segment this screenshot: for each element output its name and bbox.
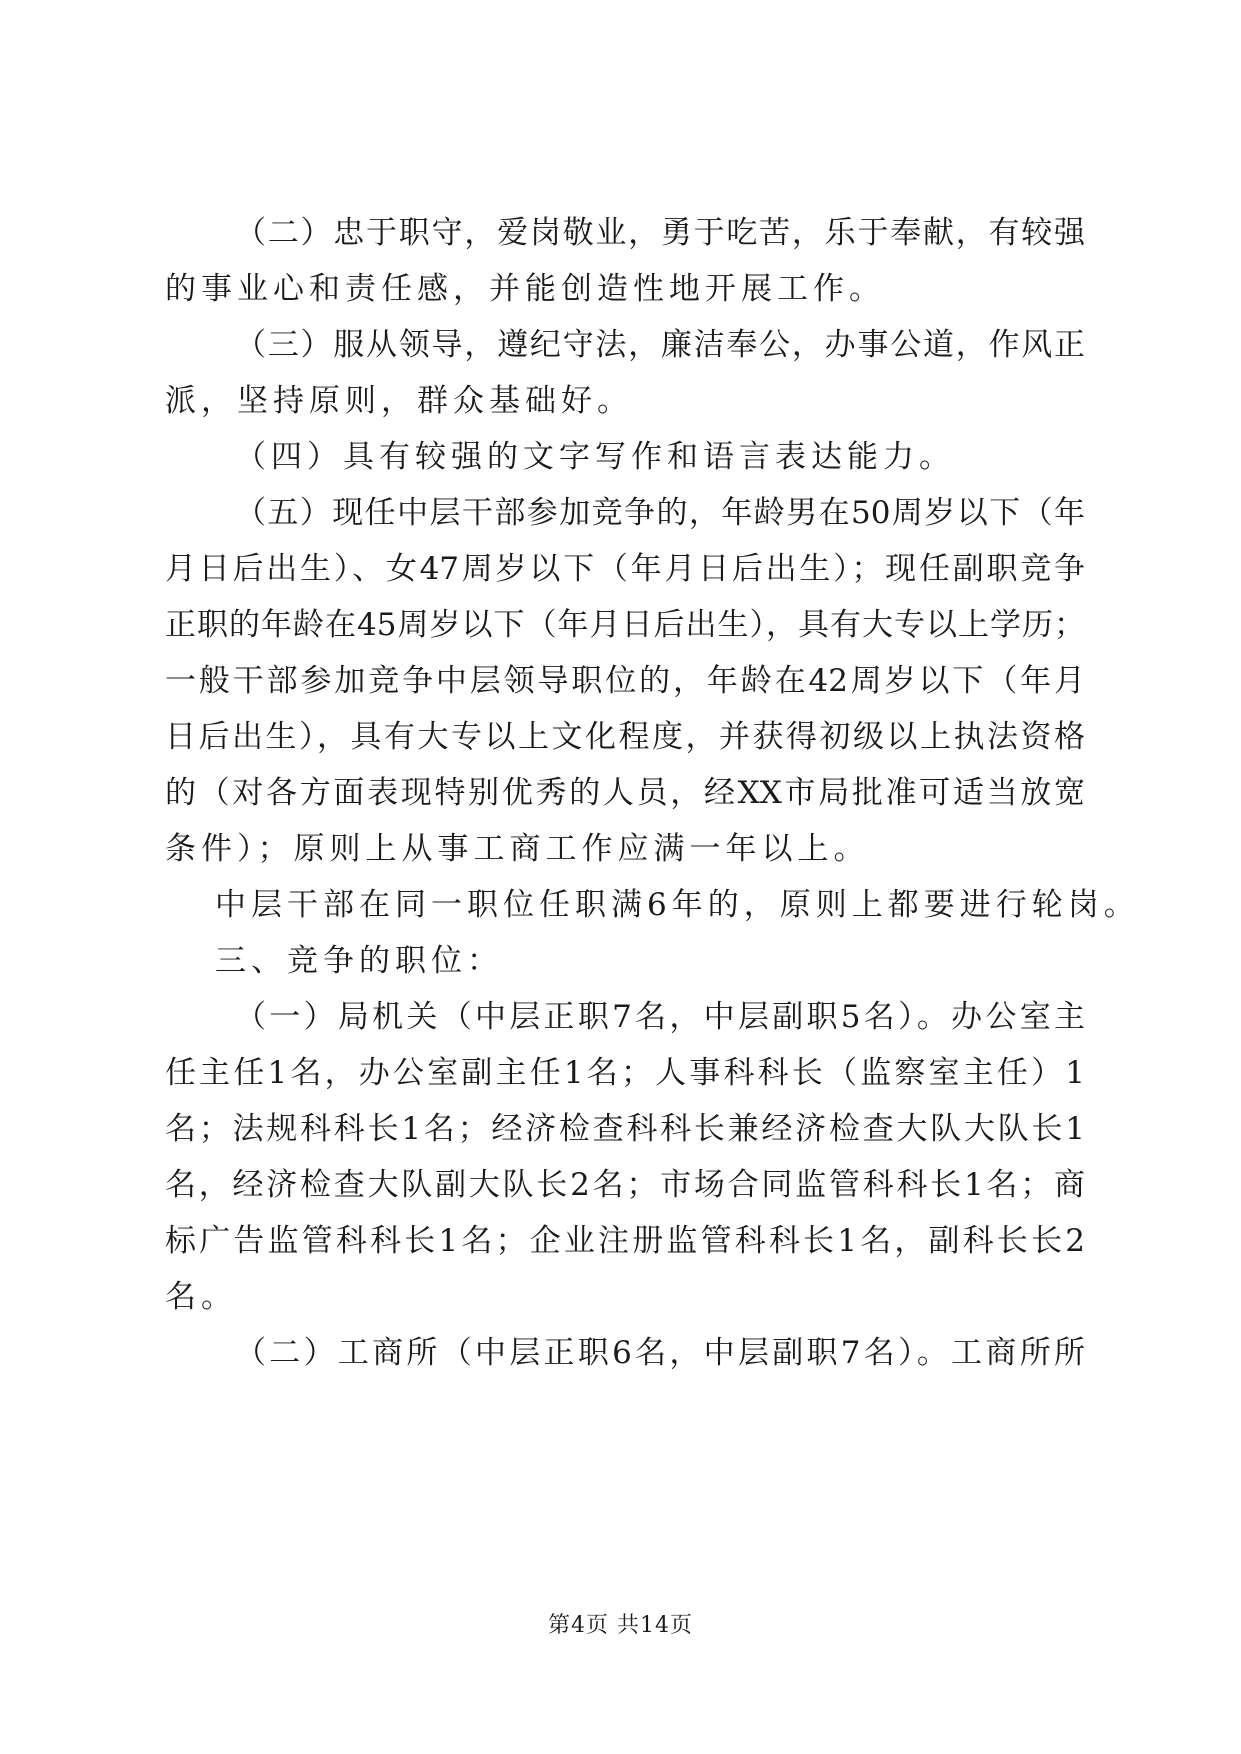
paragraph-line: （三）服从领导，遵纪守法，廉洁奉公，办事公道，作风正 <box>235 327 1085 363</box>
paragraph-line: 正职的年龄在45周岁以下（年月日后出生），具有大专以上学历； <box>165 607 1085 643</box>
paragraph-line: 名。 <box>165 1279 237 1315</box>
paragraph-line: 的（对各方面表现特别优秀的人员，经XX市局批准可适当放宽 <box>165 775 1085 811</box>
paragraph-line: 一般干部参加竞争中层领导职位的，年龄在42周岁以下（年月 <box>165 663 1085 699</box>
paragraph-line: 标广告监管科科长1名；企业注册监管科科长1名，副科长长2 <box>165 1223 1085 1259</box>
paragraph-line: 名，经济检查大队副大队长2名；市场合同监管科科长1名；商 <box>165 1167 1085 1203</box>
paragraph-line: （四）具有较强的文字写作和语言表达能力。 <box>235 439 955 475</box>
paragraph-line: （一）局机关（中层正职7名，中层副职5名）。办公室主 <box>235 999 1085 1035</box>
paragraph-line: 名；法规科科长1名；经济检查科科长兼经济检查大队大队长1 <box>165 1111 1085 1147</box>
paragraph-line: 月日后出生）、女47周岁以下（年月日后出生）；现任副职竞争 <box>165 551 1085 587</box>
section-heading: 三、竞争的职位： <box>215 943 503 979</box>
paragraph-line: 条件）；原则上从事工商工作应满一年以上。 <box>165 831 870 867</box>
page-number-footer: 第4页 共14页 <box>548 1613 693 1638</box>
paragraph-line: （二）工商所（中层正职6名，中层副职7名）。工商所所 <box>235 1335 1085 1371</box>
paragraph-line: （五）现任中层干部参加竞争的，年龄男在50周岁以下（年 <box>235 495 1085 531</box>
paragraph-line: 派，坚持原则，群众基础好。 <box>165 383 633 419</box>
paragraph-line: （二）忠于职守，爱岗敬业，勇于吃苦，乐于奉献，有较强 <box>235 215 1085 251</box>
paragraph-line: 任主任1名，办公室副主任1名；人事科科长（监察室主任）1 <box>165 1055 1085 1091</box>
paragraph-line: 中层干部在同一职位任职满6年的，原则上都要进行轮岗。 <box>215 887 1140 923</box>
paragraph-line: 的事业心和责任感，并能创造性地开展工作。 <box>165 271 885 307</box>
paragraph-line: 日后出生），具有大专以上文化程度，并获得初级以上执法资格 <box>165 719 1085 755</box>
